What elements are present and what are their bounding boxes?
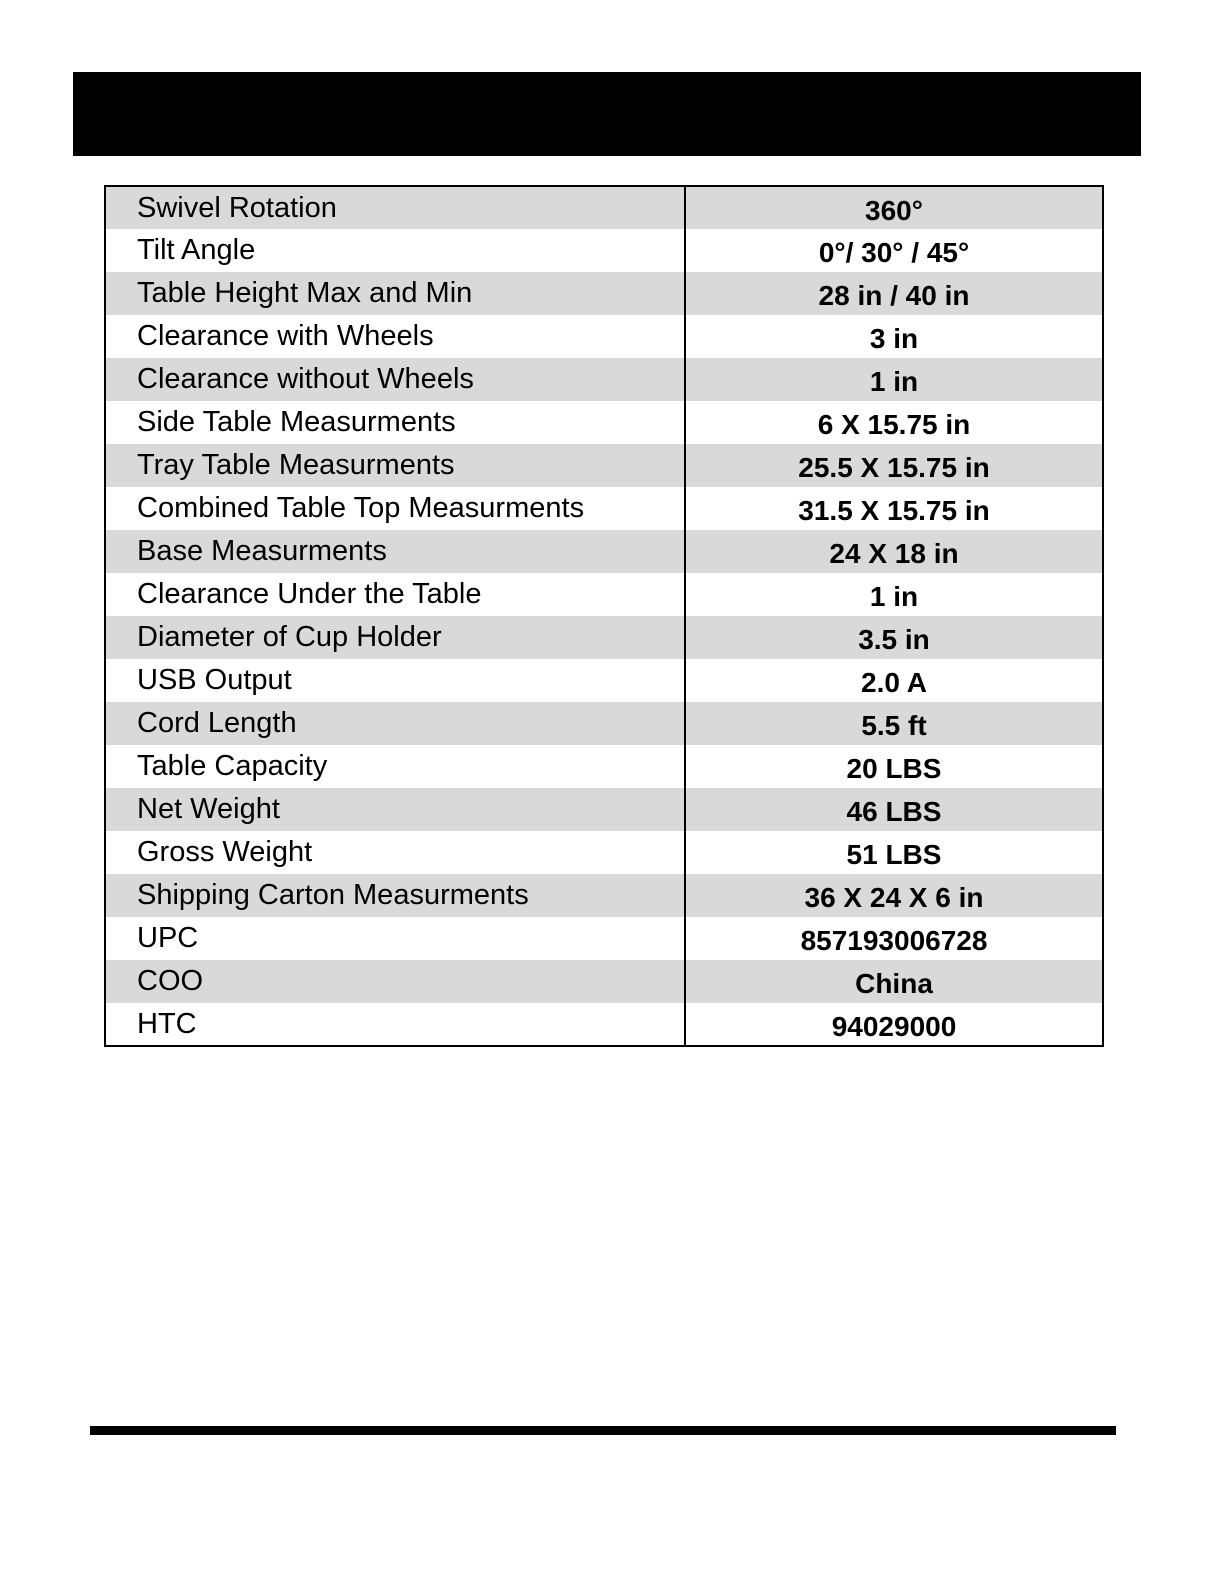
spec-row [105, 788, 1103, 831]
spec-row [105, 358, 1103, 401]
spec-label: Clearance Under the Table [105, 573, 685, 616]
spec-label: USB Output [105, 659, 685, 702]
spec-row [105, 487, 1103, 530]
spec-label: Shipping Carton Measurments [105, 874, 685, 917]
footer-rule [90, 1426, 1116, 1435]
spec-value: 6 X 15.75 in [817, 409, 971, 440]
spec-row [105, 315, 1103, 358]
spec-row [105, 616, 1103, 659]
spec-value: 360° [685, 186, 1103, 229]
spec-label: Table Capacity [105, 745, 685, 788]
spec-value: 5.5 ft [685, 702, 1103, 745]
spec-row [105, 186, 1103, 229]
spec-row [105, 573, 1103, 616]
spec-row [105, 831, 1103, 874]
spec-value: 94029000 [831, 1010, 957, 1042]
spec-row [105, 874, 1103, 917]
spec-value: 2.0 A [861, 667, 927, 698]
spec-row [105, 917, 1103, 960]
spec-row [105, 745, 1103, 788]
spec-value: 51 LBS [846, 839, 942, 870]
spec-label: HTC [105, 1003, 685, 1046]
spec-value: 857193006728 [800, 925, 988, 956]
spec-label: Diameter of Cup Holder [105, 616, 685, 659]
spec-label: Cord Length [105, 702, 685, 745]
spec-value: 1 in [869, 581, 919, 612]
spec-row [105, 1003, 1103, 1046]
spec-value: 3 in [869, 323, 919, 354]
spec-label: Base Measurments [105, 530, 685, 573]
spec-value: 3.5 in [685, 616, 1103, 659]
spec-value: 36 X 24 X 6 in [685, 874, 1103, 917]
spec-label: Table Height Max and Min [105, 272, 685, 315]
spec-value: 28 in / 40 in [685, 272, 1103, 315]
spec-value: 0°/ 30° / 45° [818, 237, 970, 268]
spec-label: Clearance without Wheels [105, 358, 685, 401]
spec-row [105, 444, 1103, 487]
spec-label: Swivel Rotation [105, 186, 685, 229]
spec-table [104, 185, 1104, 1047]
spec-row [105, 659, 1103, 702]
spec-value: 31.5 X 15.75 in [798, 495, 990, 526]
header-bar [73, 72, 1141, 156]
spec-value: 46 LBS [685, 788, 1103, 831]
spec-row [105, 401, 1103, 444]
spec-row [105, 960, 1103, 1003]
spec-label: UPC [105, 917, 685, 960]
spec-row [105, 530, 1103, 573]
spec-value: 1 in [685, 358, 1103, 401]
spec-value: China [685, 960, 1103, 1003]
spec-value: 20 LBS [846, 753, 942, 784]
spec-row [105, 229, 1103, 272]
spec-label: Tilt Angle [105, 229, 685, 272]
spec-label: Tray Table Measurments [105, 444, 685, 487]
spec-label: Combined Table Top Measurments [105, 487, 685, 530]
spec-value: 25.5 X 15.75 in [685, 444, 1103, 487]
spec-label: Gross Weight [105, 831, 685, 874]
spec-row [105, 702, 1103, 745]
spec-label: COO [105, 960, 685, 1003]
spec-label: Net Weight [105, 788, 685, 831]
spec-label: Clearance with Wheels [105, 315, 685, 358]
spec-value: 24 X 18 in [685, 530, 1103, 573]
spec-label: Side Table Measurments [105, 401, 685, 444]
spec-row [105, 272, 1103, 315]
